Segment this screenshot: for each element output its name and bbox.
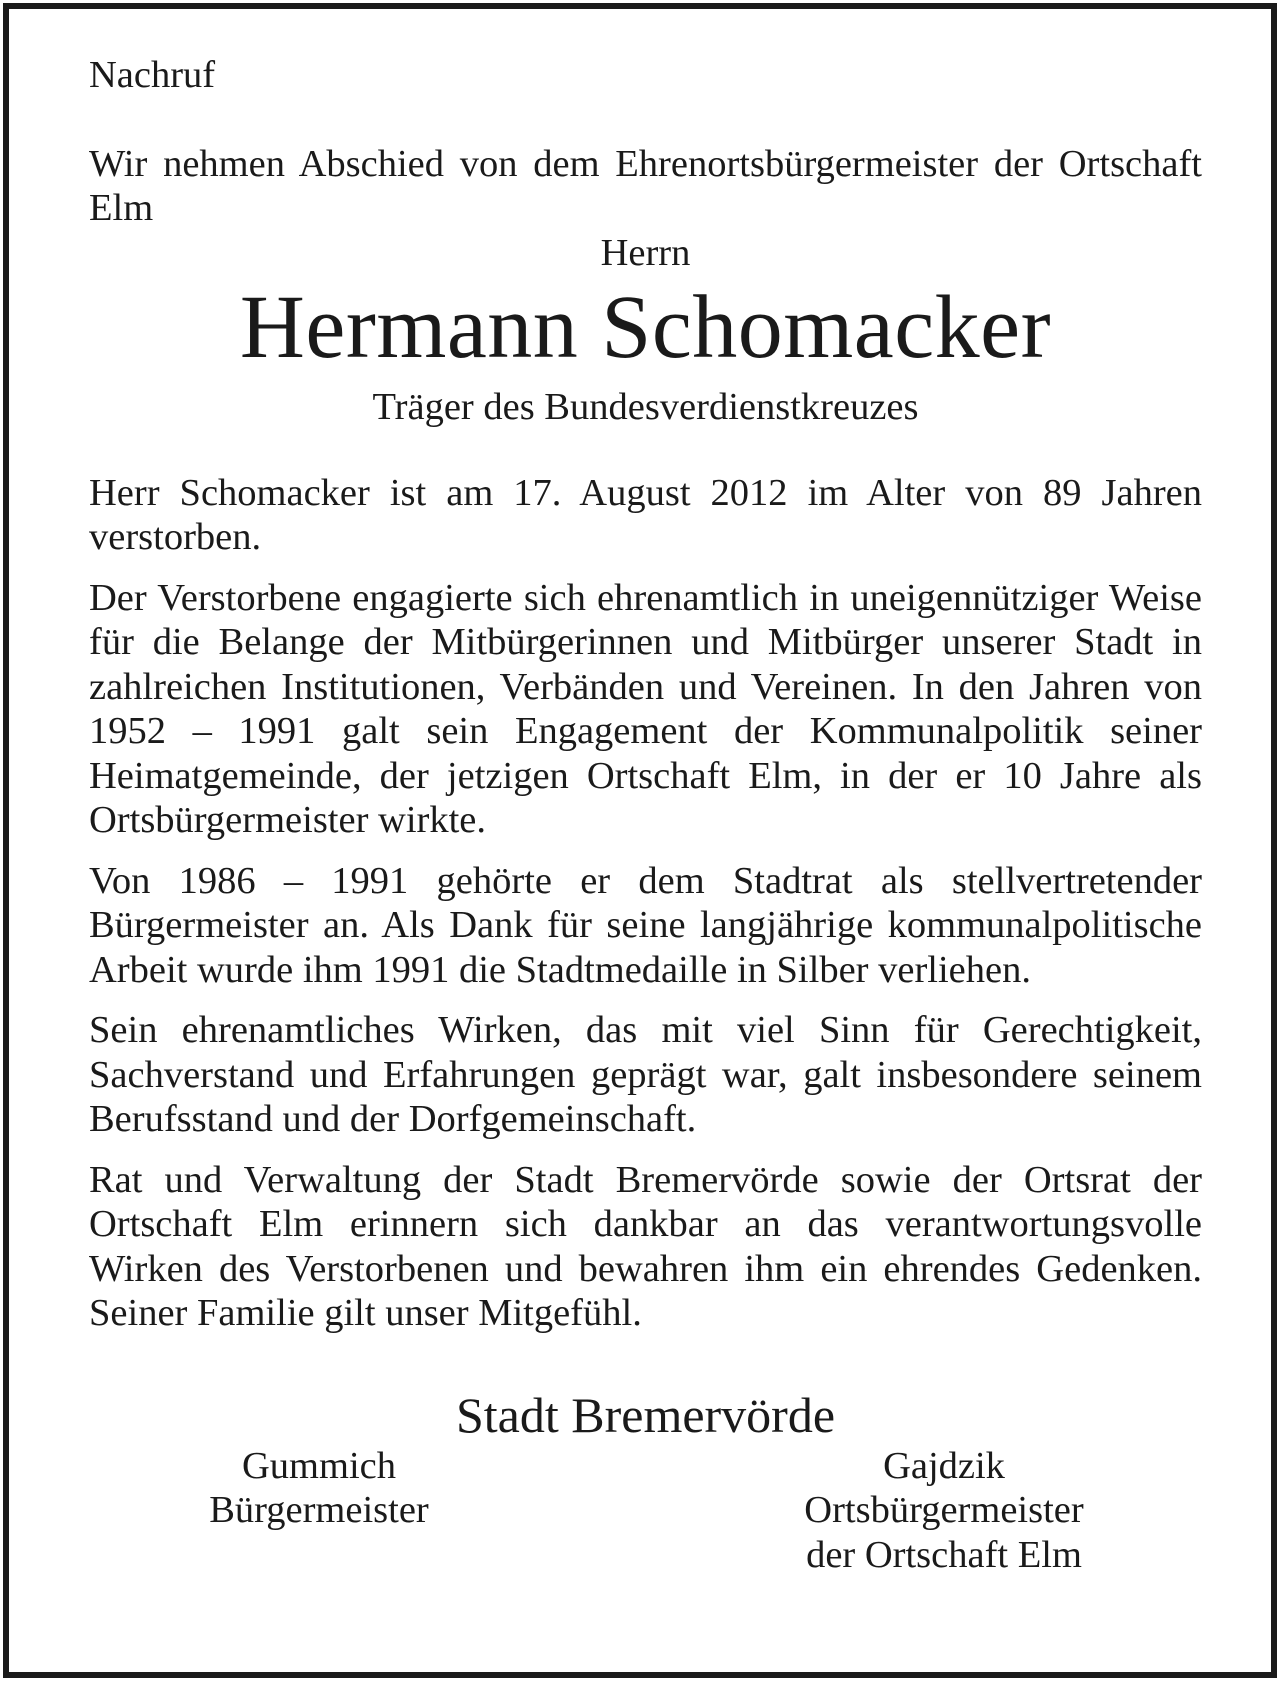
paragraph-city-council: Von 1986 – 1991 gehörte er dem Stadtrat als stellvertretender Bürgermeister an. Als Dank für seine langjährige kommunalpolitische Arbeit wurde ihm 1991 die Stadtmedaille in Silber verliehen. [89, 859, 1202, 991]
signer-title: Ortsbürgermeister [804, 1489, 1084, 1531]
signer-title: Bürgermeister [209, 1489, 429, 1531]
paragraph-death-notice: Herr Schomacker ist am 17. August 2012 im Alter von 89 Jahren verstorben. [89, 471, 1202, 558]
obituary-content [89, 53, 1202, 1584]
signer-name: Gummich [242, 1444, 396, 1487]
signer-title-line-2: der Ortschaft Elm [806, 1533, 1082, 1576]
honor-line: Träger des Bundesverdienstkreuzes [372, 385, 919, 428]
deceased-name: Hermann Schomacker [239, 277, 1052, 377]
intro-text: Wir nehmen Abschied von dem Ehrenortsbürgermeister der Ortschaft Elm [89, 142, 1202, 229]
paragraph-remembrance: Rat und Verwaltung der Stadt Bremervörde sowie der Ortsrat der Ortschaft Elm erinnern sich dankbar an das verantwortungsvolle Wirken des Verstorbenen und bewahren ihm ein ehrendes Gedenken. Seiner Familie gilt unser Mitgefühl. [89, 1158, 1202, 1334]
signer-name: Gajdzik [883, 1444, 1005, 1487]
signer-local-mayor [769, 1444, 1119, 1578]
paragraph-engagement: Der Verstorbene engagierte sich ehrenamtlich in uneigennütziger Weise für die Belange der Mitbürgerinnen und Mitbürger unserer Stadt in zahlreichen Institutionen, Verbänden und Vereinen. In den Jahren von 1952 – 1991 galt sein Engagement der Kommunalpolitik seiner Heimatgemeinde, der jetzigen Ortschaft Elm, in der er 10 Jahre als Ortsbürgermeister wirkte. [89, 576, 1202, 841]
obituary-kicker: Nachruf [89, 54, 216, 96]
city-name: Stadt Bremervörde [455, 1386, 836, 1443]
obituary-frame [3, 3, 1277, 1678]
signers-block [89, 1444, 1202, 1584]
paragraph-volunteer-work: Sein ehrenamtliches Wirken, das mit viel Sinn für Gerechtigkeit, Sachverstand und Erfahrungen geprägt war, galt insbesondere seinem Berufsstand und der Dorfgemeinschaft. [89, 1009, 1202, 1140]
signer-mayor [179, 1444, 459, 1533]
salutation: Herrn [600, 231, 691, 274]
